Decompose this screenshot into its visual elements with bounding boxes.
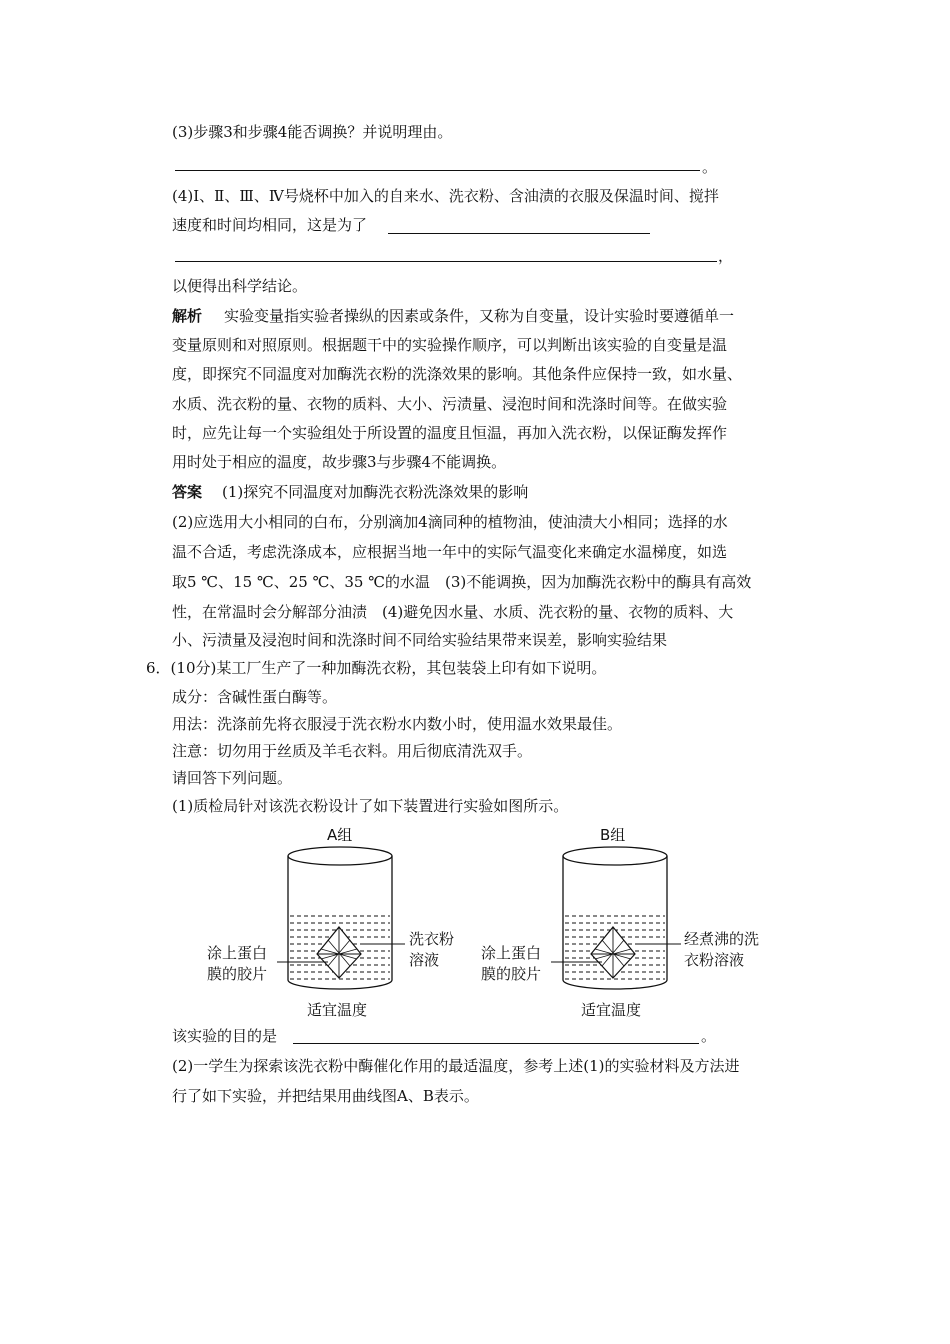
answer-label: 答案 — [172, 483, 203, 501]
q4-line-3-tail: ， — [718, 247, 734, 265]
answer-line: (1)探究不同温度对加酶洗衣粉洗涤效果的影响 — [222, 483, 529, 501]
analysis-line: 变量原则和对照原则。根据题干中的实验操作顺序，可以判断出该实验的自变量是温 — [172, 336, 728, 354]
group-a-film-label-1: 涂上蛋白 — [207, 944, 268, 962]
q6-purpose-blank — [293, 1043, 699, 1044]
q4-answer-blank-1 — [388, 233, 650, 234]
q4-line-4: 以便得出科学结论。 — [172, 277, 308, 295]
group-a-film-label-2: 膜的胶片 — [207, 965, 268, 983]
analysis-line: 用时处于相应的温度，故步骤3与步骤4不能调换。 — [172, 453, 507, 471]
q6-purpose-prompt: 该实验的目的是 — [172, 1027, 278, 1045]
group-a-solution-label-2: 溶液 — [409, 951, 440, 969]
q6-line: 用法：洗涤前先将衣服浸于洗衣粉水内数小时，使用温水效果最佳。 — [172, 715, 623, 733]
group-b-solution-label-1: 经煮沸的洗 — [684, 930, 760, 948]
analysis-line: 时，应先让每一个实验组处于所设置的温度且恒温，再加入洗衣粉，以保证酶发挥作 — [172, 424, 728, 442]
analysis-label: 解析 — [172, 307, 203, 325]
analysis-line: 实验变量指实验者操纵的因素或条件，又称为自变量，设计实验时要遵循单一 — [224, 307, 735, 325]
group-a-temp-label: 适宜温度 — [307, 1001, 368, 1019]
experiment-diagram — [195, 820, 795, 1025]
q6-line: 请回答下列问题。 — [172, 769, 293, 787]
film-a — [317, 927, 361, 978]
q6-line: 成分：含碱性蛋白酶等。 — [172, 688, 338, 706]
group-b-title: B组 — [600, 826, 626, 844]
group-b-film-label-2: 膜的胶片 — [481, 965, 542, 983]
q4-line-1: (4)Ⅰ、Ⅱ、Ⅲ、Ⅳ号烧杯中加入的自来水、洗衣粉、含油渍的衣服及保温时间、搅拌 — [172, 187, 719, 205]
answer-line: 取5 ℃、15 ℃、25 ℃、35 ℃的水温 (3)不能调换，因为加酶洗衣粉中的酶具有高效 — [172, 573, 752, 591]
beaker-a — [207, 826, 454, 1019]
q6-part2-line: 行了如下实验，并把结果用曲线图A、B表示。 — [172, 1087, 479, 1105]
group-a-solution-label-1: 洗衣粉 — [409, 930, 455, 948]
q6-line: 注意：切勿用于丝质及羊毛衣料。用后彻底清洗双手。 — [172, 742, 533, 760]
group-a-title: A组 — [327, 826, 353, 844]
q3-tail: 。 — [702, 158, 718, 176]
answer-line: (2)应选用大小相同的白布，分别滴加4滴同种的植物油，使油渍大小相同；选择的水 — [172, 513, 728, 531]
q6-purpose-tail: 。 — [701, 1027, 717, 1045]
q3-answer-blank — [175, 170, 700, 171]
answer-line: 性，在常温时会分解部分油渍 (4)避免因水量、水质、洗衣粉的量、衣物的质料、大 — [172, 603, 734, 621]
analysis-line: 水质、洗衣粉的量、衣物的质料、大小、污渍量、浸泡时间和洗涤时间等。在做实验 — [172, 395, 728, 413]
group-b-solution-label-2: 衣粉溶液 — [684, 951, 745, 969]
q6-part2-line: (2)一学生为探索该洗衣粉中酶催化作用的最适温度，参考上述(1)的实验材料及方法进 — [172, 1057, 740, 1075]
answer-line: 小、污渍量及浸泡时间和洗涤时间不同给实验结果带来误差，影响实验结果 — [172, 631, 668, 649]
group-b-temp-label: 适宜温度 — [581, 1001, 642, 1019]
q6-heading: 6．(10分)某工厂生产了一种加酶洗衣粉，其包装袋上印有如下说明。 — [146, 659, 607, 677]
q6-line: (1)质检局针对该洗衣粉设计了如下装置进行实验如图所示。 — [172, 797, 569, 815]
answer-line: 温不合适，考虑洗涤成本，应根据当地一年中的实际气温变化来确定水温梯度，如选 — [172, 543, 728, 561]
q3-prompt: (3)步骤3和步骤4能否调换？并说明理由。 — [172, 123, 453, 141]
q4-line-2: 速度和时间均相同，这是为了 — [172, 216, 368, 234]
film-b — [591, 927, 635, 978]
beaker-b — [481, 826, 759, 1019]
analysis-line: 度，即探究不同温度对加酶洗衣粉的洗涤效果的影响。其他条件应保持一致，如水量、 — [172, 365, 743, 383]
q4-answer-blank-2 — [175, 261, 717, 262]
group-b-film-label-1: 涂上蛋白 — [481, 944, 542, 962]
